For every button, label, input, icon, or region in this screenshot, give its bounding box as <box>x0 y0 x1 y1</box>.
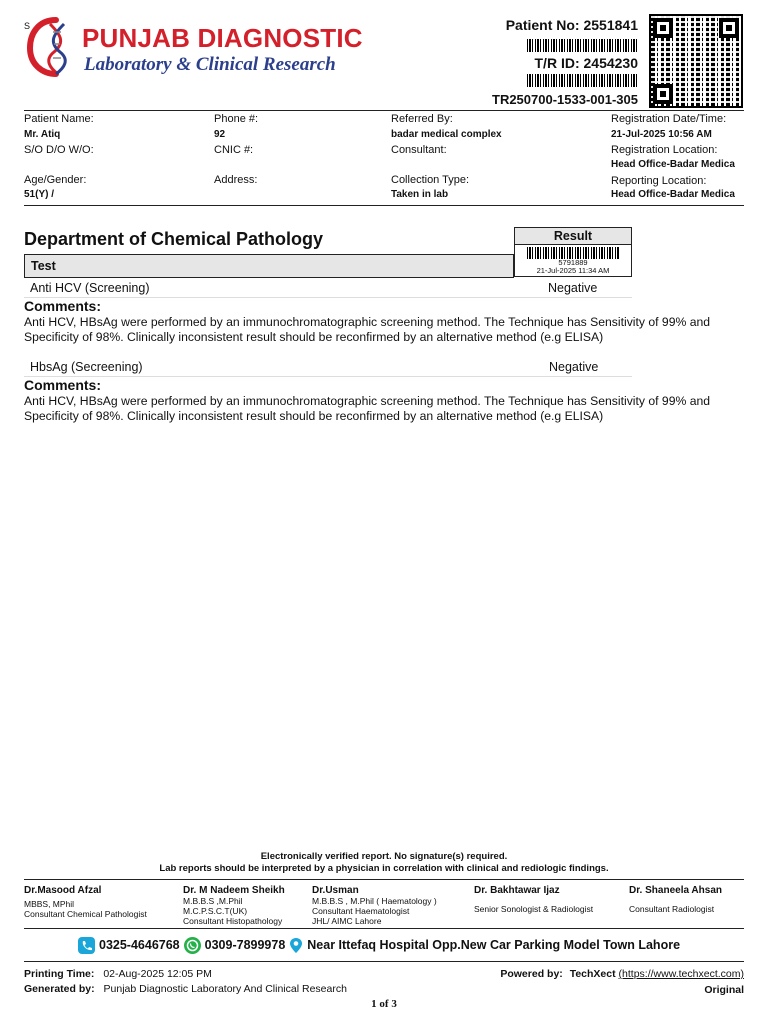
doctor-name: Dr.Masood Afzal <box>24 885 102 896</box>
comments-text: Anti HCV, HBsAg were performed by an immunochromatographic screening method. The Technique has Sensitivity of 99% and Specificity of 98%. Clinically inconsistent result should be reconfirmed by an alternative method (e.g ELISA) <box>24 394 711 423</box>
tr-barcode <box>527 39 637 52</box>
doctor-nadeem-sheikh <box>183 885 285 926</box>
doctor-name: Dr.Usman <box>312 885 359 896</box>
department-title: Department of Chemical Pathology <box>24 229 324 249</box>
interpretation-note: Lab reports should be interpreted by a physician in correlation with clinical and rediologic findings. <box>159 863 609 874</box>
doctor-qualification: MBBS, MPhil <box>24 899 75 909</box>
registration-location-label: Registration Location: <box>611 144 718 156</box>
row-divider <box>24 376 632 377</box>
test-header-bar <box>24 254 514 278</box>
doctor-qualification: M.C.P.S.C.T(UK) <box>183 906 248 916</box>
location-icon <box>289 937 303 954</box>
comments-text: Anti HCV, HBsAg were performed by an immunochromatographic screening method. The Technique has Sensitivity of 99% and Specificity of 98%. Clinically inconsistent result should be reconfirmed by an alternative method (e.g ELISA) <box>24 315 711 344</box>
doctor-qualification: M.B.B.S ,M.Phil <box>183 896 243 906</box>
printing-time <box>24 968 212 980</box>
phone-icon <box>78 937 95 954</box>
address-label: Address: <box>214 174 258 186</box>
generated-label: Generated by: <box>24 983 95 995</box>
doctor-usman <box>312 885 437 926</box>
row-divider <box>24 297 632 298</box>
reporting-location-label: Reporting Location: <box>611 175 707 187</box>
test-header: Test <box>31 259 56 273</box>
age-gender-value: 51(Y) / <box>24 189 55 200</box>
phone-label: Phone #: <box>214 113 259 125</box>
patient-name-value: Mr. Atiq <box>24 129 61 140</box>
verified-note: Electronically verified report. No signature(s) required. <box>260 851 508 862</box>
test-name: Anti HCV (Screening) <box>30 281 150 295</box>
generated-value: Punjab Diagnostic Laboratory And Clinical Research <box>103 983 347 995</box>
lab-name: PUNJAB DIAGNOSTIC <box>82 23 363 53</box>
doctor-qualification: M.B.B.S , M.Phil ( Haematology ) <box>312 896 437 906</box>
contact-bar <box>78 936 680 954</box>
phone-number-1: 0325-4646768 <box>99 938 180 952</box>
test-result: Negative <box>549 360 599 374</box>
doctor-affiliation: JHL/ AIMC Lahore <box>312 916 382 926</box>
tr-code-barcode <box>527 74 637 87</box>
doctor-name: Dr. Shaneela Ahsan <box>629 885 722 896</box>
result-header: Result <box>515 228 631 245</box>
printing-label: Printing Time: <box>24 968 95 980</box>
collection-type-value: Taken in lab <box>391 189 449 200</box>
powered-by <box>500 968 744 980</box>
whatsapp-icon <box>184 937 201 954</box>
generated-by <box>24 983 347 995</box>
doctor-title: Consultant Chemical Pathologist <box>24 909 147 919</box>
cnic-label: CNIC #: <box>214 144 254 156</box>
collection-type-label: Collection Type: <box>391 174 470 186</box>
doctor-masood-afzal <box>24 885 147 919</box>
doctors-divider <box>24 928 744 929</box>
result-barcode-date: 21-Jul-2025 11:34 AM <box>536 266 610 275</box>
lab-logo-icon <box>26 14 82 78</box>
registration-date-label: Registration Date/Time: <box>611 113 727 125</box>
qr-code-icon <box>649 14 743 108</box>
registration-date-value: 21-Jul-2025 10:56 AM <box>611 129 712 140</box>
relation-label: S/O D/O W/O: <box>24 144 94 156</box>
doctor-title: Senior Sonologist & Radiologist <box>474 904 594 914</box>
doctor-name: Dr. M Nadeem Sheikh <box>183 885 285 896</box>
age-gender-label: Age/Gender: <box>24 174 87 186</box>
powered-link[interactable]: (https://www.techxect.com) <box>618 968 744 980</box>
page-number: 1 of 3 <box>371 998 397 1010</box>
contact-divider <box>24 961 744 962</box>
tr-id: T/R ID: 2454230 <box>534 55 638 71</box>
comments-label: Comments: <box>24 377 102 393</box>
patient-number: Patient No: 2551841 <box>505 17 638 33</box>
consultant-label: Consultant: <box>391 144 447 156</box>
doctor-title: Consultant Radiologist <box>629 904 715 914</box>
doctor-bakhtawar-ijaz <box>474 885 593 914</box>
powered-label: Powered by: <box>500 968 563 980</box>
reporting-location-value: Head Office-Badar Medica <box>611 189 735 200</box>
patient-name-label: Patient Name: <box>24 113 94 125</box>
phone-number-2: 0309-7899978 <box>204 938 286 952</box>
test-name: HbsAg (Secreening) <box>30 360 143 374</box>
doctor-shaneela-ahsan <box>629 885 722 914</box>
referred-by-label: Referred By: <box>391 113 453 125</box>
patient-divider <box>24 205 744 206</box>
original-mark: Original <box>704 984 744 996</box>
footer-divider <box>24 879 744 880</box>
tr-code: TR250700-1533-001-305 <box>492 92 638 107</box>
phone-value: 92 <box>214 129 226 140</box>
test-result: Negative <box>548 281 598 295</box>
lab-subtitle: Laboratory & Clinical Research <box>84 54 336 75</box>
doctor-title: Consultant Histopathology <box>183 916 283 926</box>
result-header-box <box>514 227 632 277</box>
corner-mark: S <box>24 21 31 31</box>
registration-location-value: Head Office-Badar Medica <box>611 159 735 170</box>
powered-value: TechXect <box>569 968 616 980</box>
result-barcode-number: 5791889 <box>558 258 588 267</box>
header-divider <box>24 110 744 111</box>
printing-value: 02-Aug-2025 12:05 PM <box>103 968 212 980</box>
doctor-title: Consultant Haematologist <box>312 906 410 916</box>
comments-label: Comments: <box>24 298 102 314</box>
referred-by-value: badar medical complex <box>391 129 502 140</box>
doctor-name: Dr. Bakhtawar Ijaz <box>474 885 560 896</box>
lab-address: Near Ittefaq Hospital Opp.New Car Parking Model Town Lahore <box>307 938 681 952</box>
